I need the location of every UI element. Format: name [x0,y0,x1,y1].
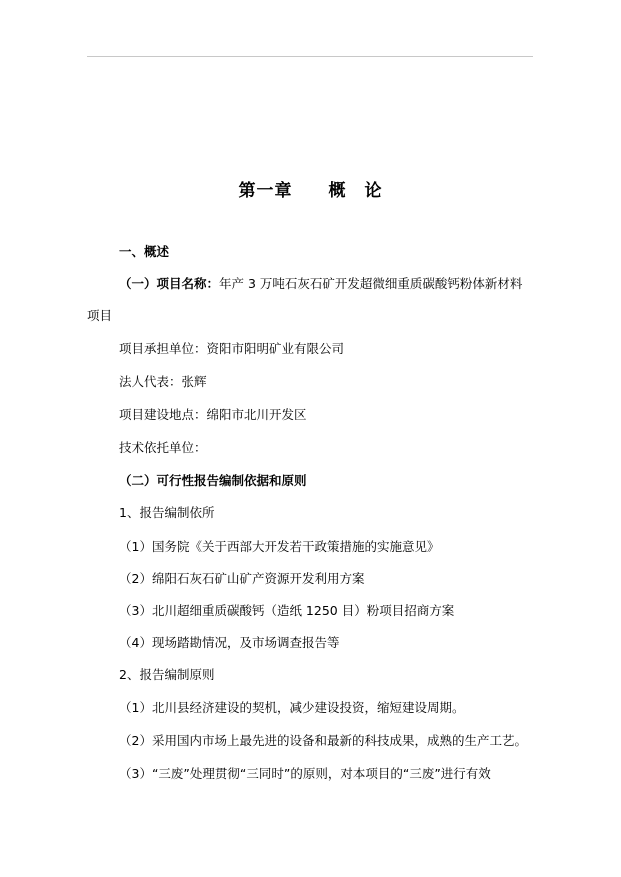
project-name-wrap: 项目 [87,308,113,323]
section-heading-overview: 一、概述 [119,244,170,259]
project-name-label: （一）项目名称： [119,276,220,291]
list-item: （2）绵阳石灰石矿山矿产资源开发利用方案 [119,571,365,586]
legal-representative: 法人代表：张辉 [119,374,207,389]
chapter-title: 第一章 概 论 [238,181,383,201]
project-location: 项目建设地点：绵阳市北川开发区 [119,407,307,422]
list-item: （1）国务院《关于西部大开发若干政策措施的实施意见》 [119,539,440,554]
list-item: （1）北川县经济建设的契机，减少建设投资，缩短建设周期。 [119,700,465,715]
subsection-basis-title: 1、报告编制依所 [119,505,215,520]
project-name-value: 年产 3 万吨石灰石矿开发超微细重质碳酸钙粉体新材料 [219,276,523,291]
project-owner: 项目承担单位：资阳市阳明矿业有限公司 [119,341,345,356]
project-name-line [119,276,522,292]
section-heading-basis: （二）可行性报告编制依据和原则 [119,473,307,488]
list-item: （2）采用国内市场上最先进的设备和最新的科技成果，成熟的生产工艺。 [119,733,527,748]
header-rule [87,56,533,57]
list-item: （3）“三废”处理贯彻“三同时”的原则，对本项目的“三废”进行有效 [119,766,491,781]
list-item: （3）北川超细重质碳酸钙（造纸 1250 目）粉项目招商方案 [119,603,455,618]
tech-support-unit: 技术依托单位： [119,440,207,455]
list-item: （4）现场踏勘情况，及市场调查报告等 [119,635,340,650]
subsection-principle-title: 2、报告编制原则 [119,667,215,682]
